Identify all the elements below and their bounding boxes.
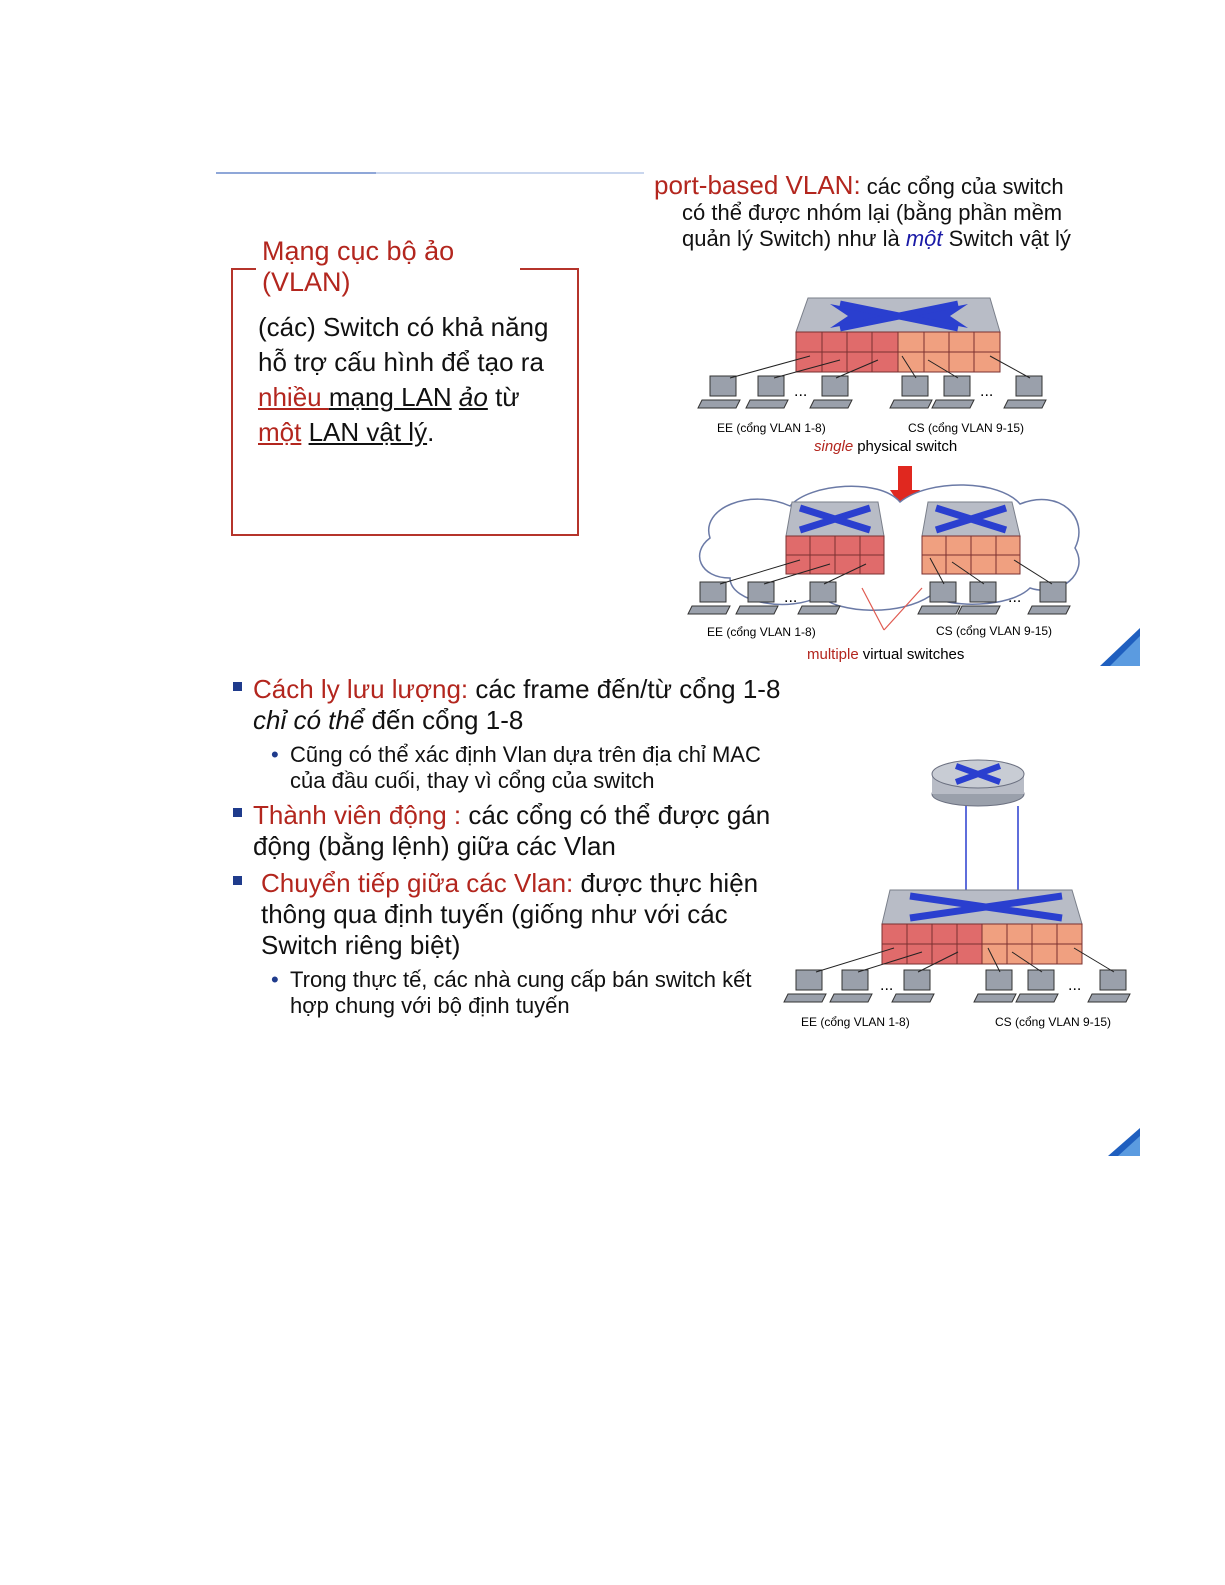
corner-accent-icon (1108, 1128, 1140, 1156)
sub-bullet-text: Trong thực tế, các nhà cung cấp bán switch kết hợp chung với bộ định tuyến (290, 967, 752, 1018)
definition-text-4: LAN vật lý (308, 417, 428, 447)
cs-computers (890, 376, 1046, 408)
ellipsis-ee: ... (794, 383, 808, 400)
single-caption-rest: physical switch (857, 438, 958, 455)
sub-bullet-mac (233, 742, 793, 794)
switch-icon (796, 298, 1000, 372)
single-caption (814, 438, 957, 455)
bullet-lead: Chuyển tiếp giữa các Vlan: (261, 868, 574, 898)
bullet-text: các frame đến/từ cổng 1-8 (475, 674, 781, 704)
router-switch-diagram (780, 752, 1140, 1042)
port-based-lead: port-based VLAN: (654, 170, 861, 200)
ellipsis-cs: ... (980, 383, 994, 400)
router-ee-label: EE (cổng VLAN 1-8) (801, 1015, 910, 1029)
port-based-line3 (654, 226, 1134, 252)
definition-text-2: mạng LAN (328, 382, 452, 412)
bullet-text: các cổng có thể được gán động (bằng lệnh) giữa các Vlan (253, 800, 771, 861)
virtual-switch-ee-icon (786, 502, 884, 574)
decorative-rule-accent (216, 172, 376, 174)
ee-label: EE (cổng VLAN 1-8) (717, 421, 826, 435)
bullet-emphasis: chỉ có thể (253, 705, 365, 735)
bullet-text-end: đến cổng 1-8 (371, 705, 524, 735)
definition-text-3: từ (495, 382, 520, 412)
bullet-forwarding (233, 868, 793, 961)
sub-bullet-text: Cũng có thể xác định Vlan dựa trên địa chỉ MAC của đầu cuối, thay vì cổng của switch (290, 742, 761, 793)
bullet-text: được thực hiện thông qua định tuyến (giống như với các Switch riêng biệt) (261, 868, 759, 960)
definition-text-5: . (427, 417, 435, 447)
virtual-ee-label: EE (cổng VLAN 1-8) (707, 625, 816, 639)
sub-bullet-marker: • (271, 742, 279, 767)
cs-label: CS (cổng VLAN 9-15) (908, 421, 1025, 435)
bullet-traffic-isolation (233, 674, 793, 736)
virtual-ellipsis-ee: ... (784, 589, 798, 606)
router-ellipsis-cs: ... (1068, 977, 1082, 994)
bullet-lead: Thành viên động : (253, 800, 462, 830)
port-based-line3-em: một (905, 226, 943, 251)
ee-computers (698, 376, 852, 408)
definition-virtual: ảo (458, 382, 488, 412)
virtual-cs-label: CS (cổng VLAN 9-15) (936, 624, 1053, 638)
bullet-marker (233, 682, 242, 691)
single-switch-diagram (690, 290, 1060, 460)
virtual-switches-diagram (690, 478, 1090, 668)
multiple-caption-rest: virtual switches (862, 646, 965, 663)
bullet-marker (233, 876, 242, 885)
router-cs-label: CS (cổng VLAN 9-15) (995, 1015, 1112, 1029)
router-ellipsis-ee: ... (880, 977, 894, 994)
main-switch-icon (882, 890, 1082, 964)
router-icon (932, 760, 1024, 806)
sub-bullet-marker: • (271, 967, 279, 992)
virtual-ellipsis-cs: ... (1008, 589, 1022, 606)
port-based-line3-a: quản lý Switch) như là (682, 226, 900, 251)
definition-one: một (258, 417, 302, 447)
single-caption-em: single (814, 438, 854, 455)
definition-text-1: (các) Switch có khả năng hỗ trợ cấu hình để tạo ra (258, 312, 549, 377)
bullet-list (233, 674, 793, 1025)
virtual-switch-cs-icon (922, 502, 1020, 574)
bullet-marker (233, 808, 242, 817)
multiple-caption-em: multiple (807, 646, 859, 663)
definition-body (258, 310, 558, 450)
definition-many: nhiều (258, 382, 329, 412)
port-based-line3-b: Switch vật lý (948, 226, 1071, 251)
port-based-line2: có thể được nhóm lại (bằng phần mềm (682, 200, 1063, 225)
port-based-line1: các cổng của switch (866, 174, 1064, 199)
port-based-heading (654, 172, 1134, 252)
corner-accent-icon (1100, 628, 1140, 666)
sub-bullet-vendors (233, 967, 793, 1019)
multiple-caption (807, 646, 964, 663)
bullet-lead: Cách ly lưu lượng: (253, 674, 469, 704)
definition-title: Mạng cục bộ ảo (VLAN) (256, 236, 520, 298)
bullet-dynamic-membership (233, 800, 793, 862)
